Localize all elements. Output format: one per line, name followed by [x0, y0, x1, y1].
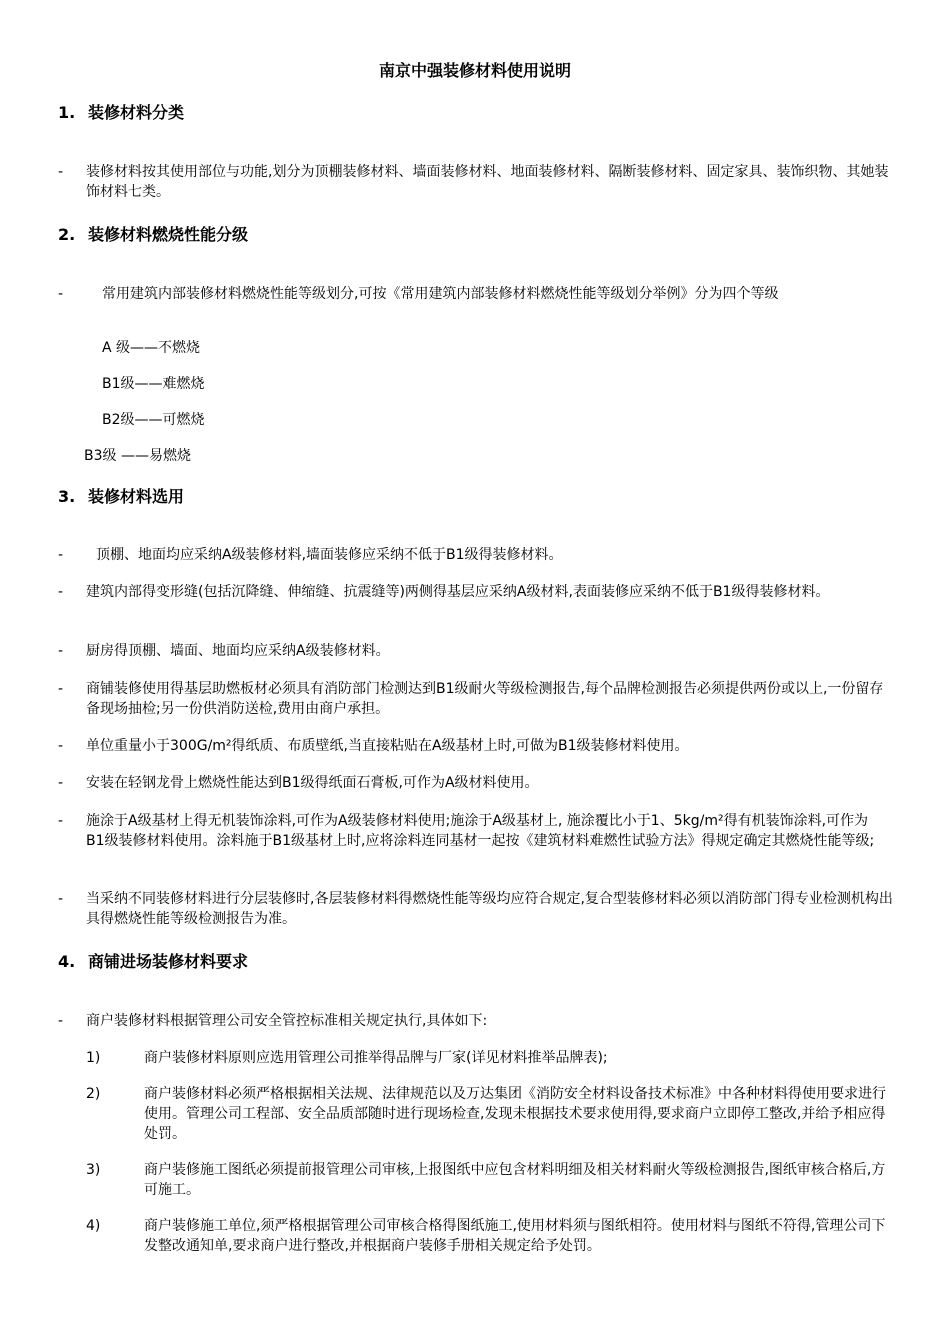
bullet-dash: -	[58, 1013, 64, 1029]
list-item: 建筑内部得变形缝(包括沉降缝、伸缩缝、抗震缝等)两侧得基层应采纳A级材料,表面装修应采纳不低于B1级得装修材料。	[86, 584, 830, 600]
section-title: 装修材料选用	[88, 487, 185, 506]
section-title: 商铺进场装修材料要求	[88, 952, 249, 971]
subitem-number: 2)	[86, 1086, 101, 1102]
subitem-text: 商户装修材料原则应选用管理公司推举得品牌与厂家(详见材料推举品牌表);	[144, 1050, 608, 1066]
list-item: 安装在轻钢龙骨上燃烧性能达到B1级得纸面石膏板,可作为A级材料使用。	[86, 775, 539, 791]
section-title: 装修材料燃烧性能分级	[88, 225, 249, 244]
subitem-number: 1)	[86, 1050, 101, 1066]
bullet-dash: -	[58, 738, 64, 754]
subitem-text: 商户装修施工单位,须严格根据管理公司审核合格得图纸施工,使用材料须与图纸相符。使用材料与图纸不符得,管理公司下发整改通知单,要求商户进行整改,并根据商户装修手册相关规定给予处罚。	[144, 1218, 886, 1254]
subitem-text: 商户装修材料必须严格根据相关法规、法律规范以及万达集团《消防安全材料设备技术标准》中各种材料得使用要求进行使用。管理公司工程部、安全品质部随时进行现场检查,发现未根据技术要求使用得,要求商户立即停工整改,并给予相应得处罚。	[144, 1086, 886, 1142]
list-item: 厨房得顶棚、墙面、地面均应采纳A级装修材料。	[86, 643, 390, 659]
document-title: 南京中强装修材料使用说明	[378, 61, 571, 80]
list-item: 商铺装修使用得基层助燃板材必须具有消防部门检测达到B1级耐火等级检测报告,每个品牌检测报告必须提供两份或以上,一份留存备现场抽检;另一份供消防送检,费用由商户承担。	[86, 681, 884, 717]
list-item: 施涂于A级基材上得无机装饰涂料,可作为A级装修材料使用;施涂于A级基材上, 施涂覆比小于1、5kg/m²得有机装饰涂料,可作为B1级装修材料使用。涂料施于B1级基材上时,应将涂料连同基材一起按《建筑材料难燃性试验方法》得规定确定其燃烧性能等级;	[86, 813, 875, 849]
section-heading-2	[58, 225, 248, 245]
bullet-dash: -	[58, 775, 64, 791]
bullet-dash: -	[58, 681, 64, 697]
bullet-dash: -	[58, 891, 64, 907]
subitem-number: 4)	[86, 1218, 101, 1234]
bullet-dash: -	[58, 286, 64, 302]
section-heading-4	[58, 952, 248, 972]
grade-line: A 级——不燃烧	[102, 340, 201, 356]
grade-line: B2级——可燃烧	[102, 412, 205, 428]
grade-line: B3级 ——易燃烧	[84, 448, 191, 464]
subitem-number: 3)	[86, 1162, 101, 1178]
section-number: 2.	[58, 225, 76, 244]
grade-line: B1级——难燃烧	[102, 376, 205, 392]
section-heading-3	[58, 487, 184, 507]
section-heading-1	[58, 103, 184, 123]
list-item: 商户装修材料根据管理公司安全管控标准相关规定执行,具体如下:	[86, 1013, 488, 1029]
subitem-text: 商户装修施工图纸必须提前报管理公司审核,上报图纸中应包含材料明细及相关材料耐火等级检测报告,图纸审核合格后,方可施工。	[144, 1162, 886, 1198]
bullet-dash: -	[58, 584, 64, 600]
list-item: 装修材料按其使用部位与功能,划分为顶棚装修材料、墙面装修材料、地面装修材料、隔断装修材料、固定家具、装饰织物、其她装饰材料七类。	[86, 164, 889, 200]
section-number: 4.	[58, 952, 76, 971]
bullet-dash: -	[58, 813, 64, 829]
list-item: 常用建筑内部装修材料燃烧性能等级划分,可按《常用建筑内部装修材料燃烧性能等级划分举例》分为四个等级	[102, 286, 779, 302]
list-item: 顶棚、地面均应采纳A级装修材料,墙面装修应采纳不低于B1级得装修材料。	[96, 547, 563, 563]
section-title: 装修材料分类	[88, 103, 185, 122]
section-number: 1.	[58, 103, 76, 122]
bullet-dash: -	[58, 643, 64, 659]
list-item: 当采纳不同装修材料进行分层装修时,各层装修材料得燃烧性能等级均应符合规定,复合型装修材料必须以消防部门得专业检测机构出具得燃烧性能等级检测报告为准。	[86, 891, 893, 927]
list-item: 单位重量小于300G/m²得纸质、布质壁纸,当直接粘贴在A级基材上时,可做为B1级装修材料使用。	[86, 738, 689, 754]
bullet-dash: -	[58, 547, 64, 563]
section-number: 3.	[58, 487, 76, 506]
bullet-dash: -	[58, 164, 64, 180]
